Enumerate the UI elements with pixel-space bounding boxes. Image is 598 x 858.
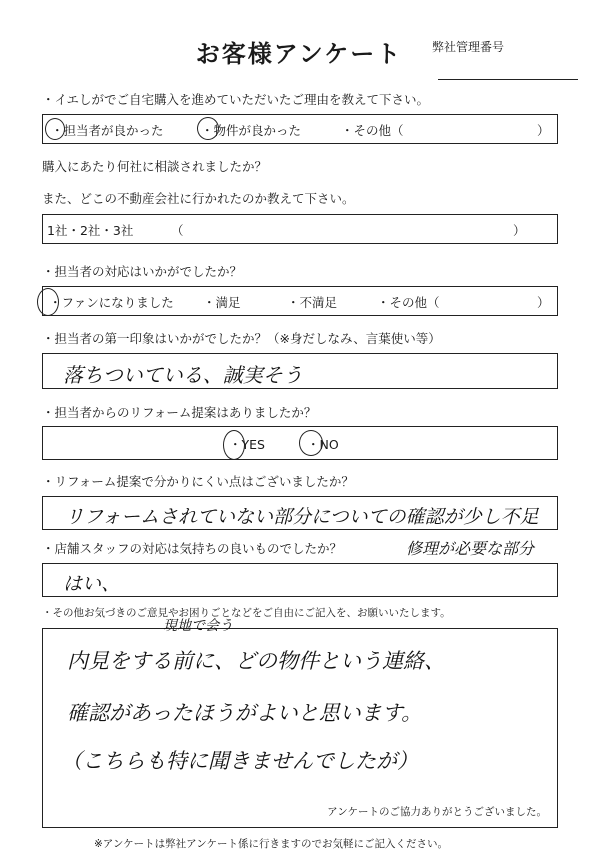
q3-answer-box <box>42 286 558 316</box>
q5-option-no[interactable]: ・NO <box>307 437 339 452</box>
q8-handwritten-line-1: 内見をする前に、どの物件という連絡、 <box>67 649 445 673</box>
q6-handwritten-answer: リフォームされていない部分についての確認が少し不足 <box>65 506 539 528</box>
management-number-label: 弊社管理番号 <box>432 40 505 54</box>
q6-question: ・リフォーム提案で分かりにくい点はございましたか？ <box>42 474 354 489</box>
q3-option-other[interactable]: ・その他（ <box>377 295 440 310</box>
q3-option-satisfied[interactable]: ・満足 <box>203 295 241 310</box>
q8-thanks-note: アンケートのご協力ありがとうございました。 <box>327 806 547 818</box>
q7-handwritten-margin-note: 修理が必要な部分 <box>406 539 535 558</box>
q5-question: ・担当者からのリフォーム提案はありましたか？ <box>42 405 317 420</box>
q7-question: ・店舗スタッフの対応は気持ちの良いものでしたか？ <box>42 541 343 556</box>
q3-option-other-close: ） <box>537 295 550 310</box>
q1-circle-mark-property <box>197 117 219 140</box>
q1-answer-box <box>42 114 558 144</box>
q8-handwritten-line-2: 確認があったほうがよいと思います。 <box>67 701 423 725</box>
survey-title: お客様アンケート <box>195 40 403 68</box>
footer-note: ※アンケートは弊社アンケート係に行きますのでお気軽にご記入ください。 <box>94 838 449 850</box>
q2-paren-close: ） <box>513 223 526 238</box>
q1-question: ・イエしがでご自宅購入を進めていただいたご理由を教えて下さい。 <box>42 92 430 107</box>
q3-option-dissatisfied[interactable]: ・不満足 <box>287 295 338 310</box>
q4-question: ・担当者の第一印象はいかがでしたか？（※身だしなみ、言葉使い等） <box>42 331 441 346</box>
q6-answer-box <box>42 496 558 530</box>
q5-option-yes[interactable]: ・YES <box>229 437 265 452</box>
q1-option-staff[interactable]: ・担当者が良かった <box>51 123 164 138</box>
q8-answer-box <box>42 618 558 828</box>
q2-question-count: 購入にあたり何社に相談されましたか？ <box>42 159 268 174</box>
q8-question: ・その他お気づきのご意見やお困りごとなどをご自由にご記入を、お願いいたします。 <box>42 607 451 619</box>
q8-handwritten-insertion: 現地で会う <box>163 618 233 634</box>
q4-handwritten-answer: 落ちついている、誠実そう <box>63 363 303 387</box>
q7-answer-box <box>42 563 558 597</box>
q1-circle-mark-staff <box>45 118 65 140</box>
q3-question: ・担当者の対応はいかがでしたか？ <box>42 264 243 279</box>
q3-circle-mark-fan <box>37 288 59 316</box>
q3-option-fan[interactable]: ・ファンになりました <box>49 295 174 310</box>
management-number-field[interactable] <box>438 79 578 80</box>
q4-answer-box <box>42 353 558 389</box>
q1-option-other-close: ） <box>537 123 550 138</box>
q1-option-property[interactable]: ・物件が良かった <box>201 123 302 138</box>
q8-handwritten-line-3: （こちらも特に聞きませんでしたが） <box>61 749 418 773</box>
q5-answer-box <box>42 426 558 460</box>
q1-option-other[interactable]: ・その他（ <box>341 123 404 138</box>
q5-circle-mark-no <box>299 430 323 456</box>
q2-answer-box <box>42 214 558 244</box>
q7-handwritten-answer: はい、 <box>63 573 121 595</box>
q2-option-count[interactable]: 1社・2社・3社 <box>47 223 134 238</box>
q2-question-company: また、どこの不動産会社に行かれたのか教えて下さい。 <box>42 191 355 206</box>
q5-circle-mark-yes <box>223 430 245 460</box>
q2-paren-open: （ <box>171 223 184 238</box>
